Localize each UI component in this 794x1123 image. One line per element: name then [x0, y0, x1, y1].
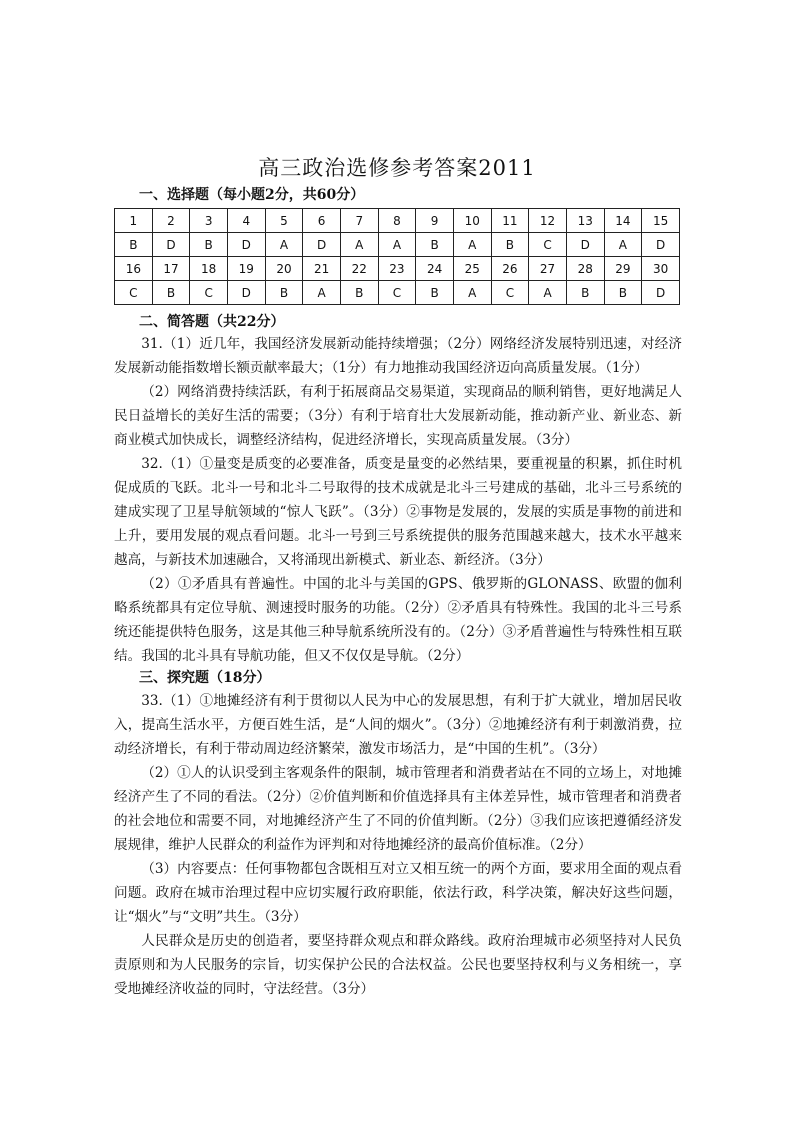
table-cell: B [566, 281, 604, 305]
table-cell: 1 [115, 209, 153, 233]
table-cell: 7 [340, 209, 378, 233]
table-cell: 2 [152, 209, 190, 233]
table-cell: B [115, 233, 153, 257]
table-cell: 24 [416, 257, 454, 281]
table-cell: A [340, 233, 378, 257]
table-cell: D [566, 233, 604, 257]
table-cell: 13 [566, 209, 604, 233]
table-cell: 26 [491, 257, 529, 281]
answer-paragraph-q33-3: （3）内容要点：任何事物都包含既相互对立又相互统一的两个方面，要求用全面的观点看问题。政府在城市治理过程中应切实履行政府职能，依法行政，科学决策，解决好这些问题，让“烟火”与“文明”共生。（3分） [114, 861, 682, 925]
answer-paragraph-q31-2: （2）网络消费持续活跃，有利于拓展商品交易渠道，实现商品的顺利销售，更好地满足人民日益增长的美好生活的需要；（3分）有利于培育壮大发展新动能，推动新产业、新业态、新商业模式加快成长，调整经济结构，促进经济增长，实现高质量发展。（3分） [114, 384, 682, 448]
table-cell: A [453, 233, 491, 257]
table-cell: A [453, 281, 491, 305]
table-cell: 12 [529, 209, 567, 233]
table-cell: C [378, 281, 416, 305]
table-cell: B [265, 281, 303, 305]
table-cell: B [604, 281, 642, 305]
table-cell: D [642, 281, 680, 305]
table-cell: B [340, 281, 378, 305]
table-cell: 3 [190, 209, 228, 233]
table-cell: 28 [566, 257, 604, 281]
answer-paragraph-q33-2: （2）①人的认识受到主客观条件的限制，城市管理者和消费者站在不同的立场上，对地摊经济产生了不同的看法。（2分）②价值判断和价值选择具有主体差异性，城市管理者和消费者的社会地位和需要不同，对地摊经济产生了不同的价值判断。（2分）③我们应该把遵循经济发展规律，维护人民群众的利益作为评判和对待地摊经济的最高价值标准。（2分） [114, 765, 682, 853]
table-cell: 6 [303, 209, 341, 233]
table-cell: 11 [491, 209, 529, 233]
answer-paragraph-q32-2: （2）①矛盾具有普遍性。中国的北斗与美国的GPS、俄罗斯的GLONASS、欧盟的伽利略系统都具有定位导航、测速授时服务的功能。（2分）②矛盾具有特殊性。我国的北斗三号系统还能提供特色服务，这是其他三种导航系统所没有的。（2分）③矛盾普遍性与特殊性相互联结。我国的北斗具有导航功能，但又不仅仅是导航。（2分） [114, 576, 682, 664]
table-cell: 16 [115, 257, 153, 281]
table-row [115, 233, 680, 257]
page-title: 高三政治选修参考答案2011 [258, 156, 536, 180]
section-heading-explore: 三、探究题（18分） [139, 670, 271, 686]
table-cell: A [303, 281, 341, 305]
table-cell: D [642, 233, 680, 257]
table-row [115, 257, 680, 281]
table-cell: 22 [340, 257, 378, 281]
table-cell: A [604, 233, 642, 257]
table-cell: B [416, 233, 454, 257]
table-cell: 10 [453, 209, 491, 233]
table-cell: 27 [529, 257, 567, 281]
section-heading-choice: 一、选择题（每小题2分，共60分） [139, 187, 365, 203]
table-cell: 21 [303, 257, 341, 281]
table-cell: 8 [378, 209, 416, 233]
table-cell: A [378, 233, 416, 257]
table-cell: 20 [265, 257, 303, 281]
table-cell: D [303, 233, 341, 257]
table-cell: 18 [190, 257, 228, 281]
table-cell: B [416, 281, 454, 305]
table-row [115, 281, 680, 305]
table-cell: C [491, 281, 529, 305]
table-cell: D [227, 281, 265, 305]
table-cell: B [491, 233, 529, 257]
table-cell: 19 [227, 257, 265, 281]
table-cell: B [190, 233, 228, 257]
table-cell: 17 [152, 257, 190, 281]
table-cell: D [152, 233, 190, 257]
table-cell: C [529, 233, 567, 257]
table-cell: C [115, 281, 153, 305]
table-cell: 30 [642, 257, 680, 281]
table-cell: C [190, 281, 228, 305]
table-cell: 9 [416, 209, 454, 233]
section-heading-short: 二、简答题（共22分） [139, 314, 285, 330]
table-cell: 4 [227, 209, 265, 233]
table-cell: B [152, 281, 190, 305]
answer-paragraph-q33-1: 33.（1）①地摊经济有利于贯彻以人民为中心的发展思想，有利于扩大就业，增加居民收入，提高生活水平，方便百姓生活，是“人间的烟火”。（3分）②地摊经济有利于刺激消费，拉动经济增长，有利于带动周边经济繁荣，激发市场活力，是“中国的生机”。（3分） [114, 693, 682, 757]
table-cell: A [265, 233, 303, 257]
table-cell: 25 [453, 257, 491, 281]
table-row [115, 209, 680, 233]
answer-paragraph-q32-1: 32.（1）①量变是质变的必要准备，质变是量变的必然结果，要重视量的积累，抓住时机促成质的飞跃。北斗一号和北斗二号取得的技术成就是北斗三号建成的基础，北斗三号系统的建成实现了卫星导航领域的“惊人飞跃”。（3分）②事物是发展的，发展的实质是事物的前进和上升，要用发展的观点看问题。北斗一号到三号系统提供的服务范围越来越大，技术水平越来越高，与新技术加速融合，又将涌现出新模式、新业态、新经济。（3分） [114, 456, 682, 568]
table-cell: 14 [604, 209, 642, 233]
table-cell: A [529, 281, 567, 305]
table-cell: 5 [265, 209, 303, 233]
table-cell: 29 [604, 257, 642, 281]
answer-paragraph-q33-4: 人民群众是历史的创造者，要坚持群众观点和群众路线。政府治理城市必须坚持对人民负责原则和为人民服务的宗旨，切实保护公民的合法权益。公民也要坚持权利与义务相统一，享受地摊经济收益的同时，守法经营。（3分） [114, 933, 682, 997]
table-cell: D [227, 233, 265, 257]
answer-table [114, 208, 680, 305]
table-cell: 23 [378, 257, 416, 281]
answer-paragraph-q31-1: 31.（1）近几年，我国经济发展新动能持续增强；（2分）网络经济发展特别迅速，对经济发展新动能指数增长额贡献率最大；（1分）有力地推动我国经济迈向高质量发展。（1分） [114, 336, 682, 376]
table-cell: 15 [642, 209, 680, 233]
